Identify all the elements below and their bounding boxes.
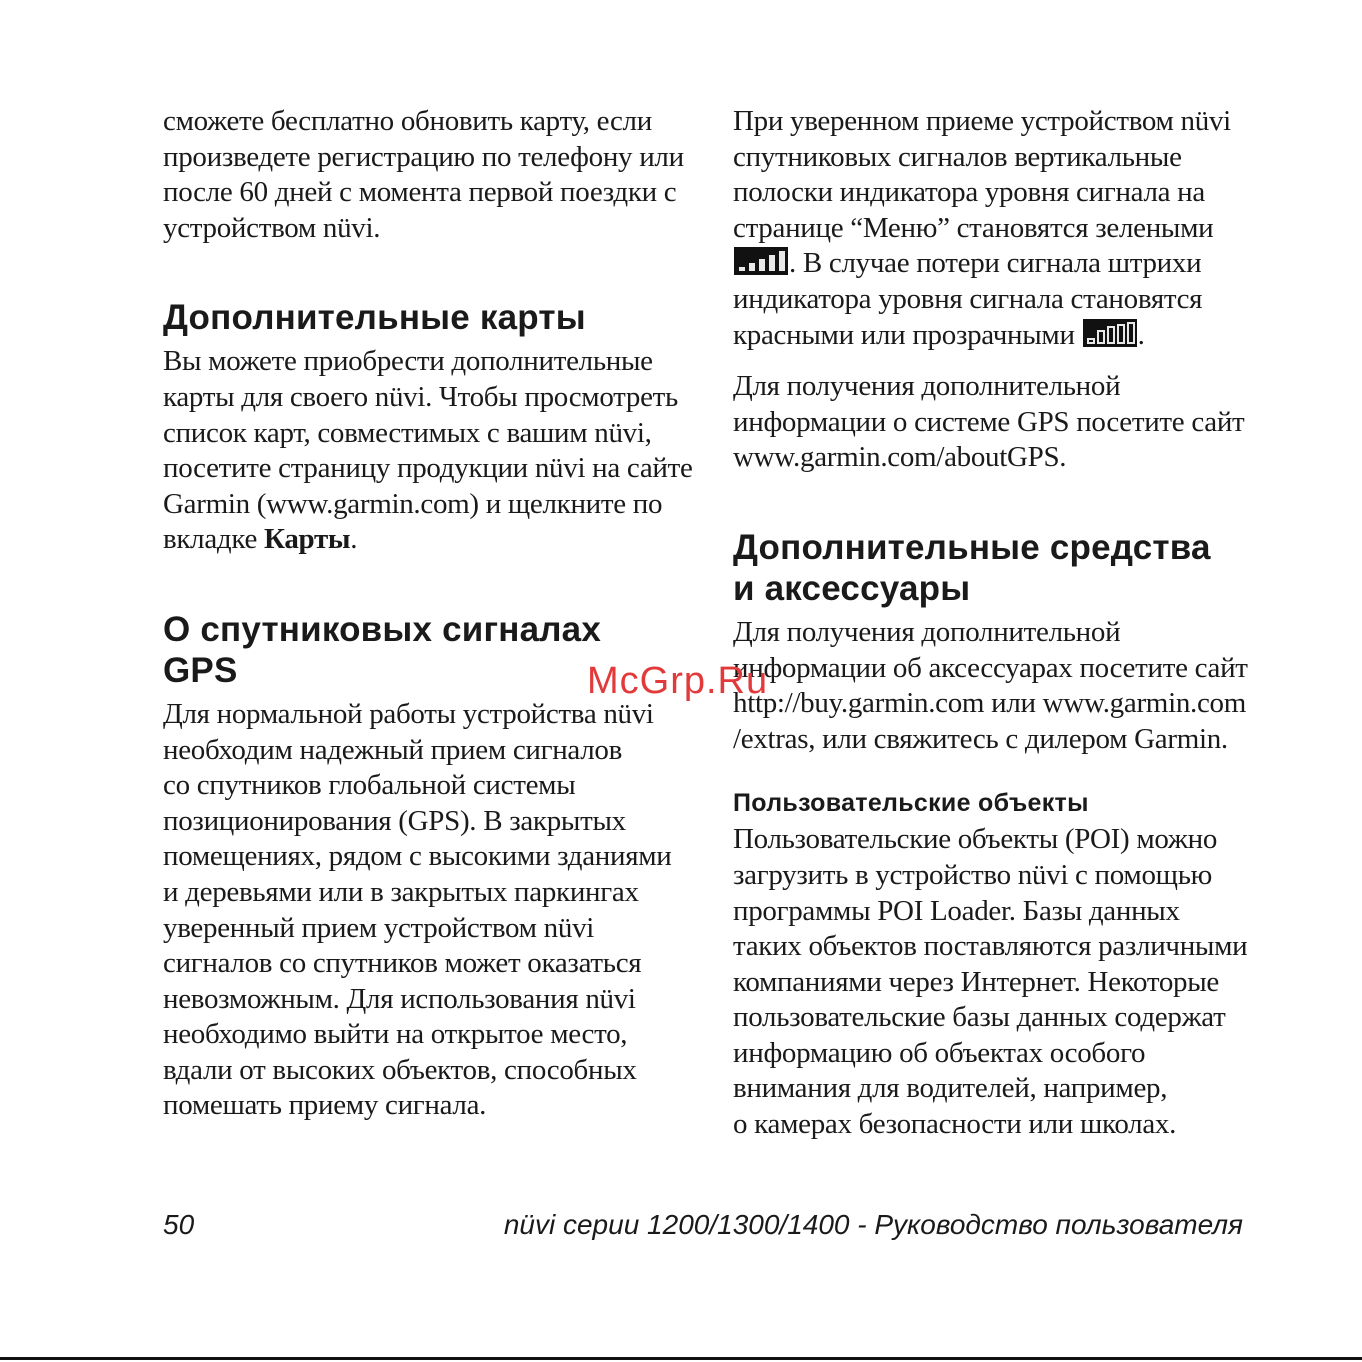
body-line: Пользовательские объекты (POI) можно — [733, 823, 1218, 856]
body-line: полоски индикатора уровня сигнала на — [733, 176, 1205, 209]
section-heading-accessories: Дополнительные средства — [733, 527, 1211, 567]
body-line: со спутников глобальной системы — [163, 769, 576, 802]
signal-strength-empty-icon — [1083, 319, 1137, 347]
watermark: McGrp.Ru — [587, 660, 769, 702]
bottom-divider — [0, 1357, 1362, 1360]
body-line: сигналов со спутников может оказаться — [163, 947, 642, 980]
body-line: www.garmin.com/aboutGPS. — [733, 441, 1067, 474]
body-line: посетите страницу продукции nüvi на сайте — [163, 452, 693, 485]
body-line: пользовательские базы данных содержат — [733, 1001, 1226, 1034]
body-text: . — [1137, 318, 1145, 351]
body-line: программы POI Loader. Базы данных — [733, 894, 1180, 927]
body-line: информации о системе GPS посетите сайт — [733, 405, 1245, 438]
body-line: /extras, или свяжитесь с дилером Garmin. — [733, 722, 1228, 755]
body-line: компаниями через Интернет. Некоторые — [733, 965, 1219, 998]
body-line: о камерах безопасности или школах. — [733, 1108, 1177, 1141]
right-column — [733, 104, 1253, 1143]
body-text: . В случае потери сигнала штрихи — [789, 247, 1202, 280]
left-column — [163, 104, 693, 1124]
page-number: 50 — [163, 1209, 195, 1240]
body-text: красными или прозрачными — [733, 318, 1082, 351]
body-line: произведете регистрацию по телефону или — [163, 140, 684, 173]
body-line: сможете бесплатно обновить карту, если — [163, 105, 652, 137]
body-line: необходим надежный прием сигналов — [163, 733, 623, 766]
body-line: необходимо выйти на открытое место, — [163, 1018, 628, 1051]
body-line: карты для своего nüvi. Чтобы просмотреть — [163, 380, 678, 413]
body-line: и деревьями или в закрытых паркингах — [163, 875, 639, 908]
body-line: внимания для водителей, например, — [733, 1072, 1168, 1105]
body-line: вдали от высоких объектов, способных — [163, 1053, 637, 1086]
section-heading-gps-signals: GPS — [163, 650, 238, 690]
body-line: информацию об объектах особого — [733, 1036, 1146, 1069]
body-line: таких объектов поставляются различными — [733, 930, 1248, 963]
section-heading-gps-signals: О спутниковых сигналах — [163, 609, 602, 649]
body-line: индикатора уровня сигнала становятся — [733, 282, 1203, 315]
body-line: список карт, совместимых с вашим nüvi, — [163, 416, 652, 449]
body-line: Вы можете приобрести дополнительные — [163, 345, 653, 378]
body-line: невозможным. Для использования nüvi — [163, 982, 636, 1015]
section-heading-accessories: и аксессуары — [733, 568, 971, 608]
body-line: устройством nüvi. — [163, 211, 381, 244]
body-line: При уверенном приеме устройством nüvi — [733, 105, 1231, 137]
body-line — [733, 246, 1253, 282]
subsection-heading-custom-poi: Пользовательские объекты — [733, 789, 1089, 818]
body-line: позиционирования (GPS). В закрытых — [163, 804, 626, 837]
body-line: Для нормальной работы устройства nüvi — [163, 697, 654, 730]
body-line: помещениях, рядом с высокими зданиями — [163, 840, 672, 873]
body-line: Для получения дополнительной — [733, 615, 1121, 648]
section-heading-additional-maps: Дополнительные карты — [163, 298, 586, 338]
maps-tab-label: Карты — [263, 523, 351, 556]
body-line: после 60 дней с момента первой поездки с — [163, 176, 677, 209]
body-line: информации об аксессуарах посетите сайт — [733, 651, 1248, 684]
body-line: http://buy.garmin.com или www.garmin.com — [733, 687, 1247, 720]
body-line: загрузить в устройство nüvi с помощью — [733, 858, 1212, 891]
body-line: Garmin (www.garmin.com) и щелкните по — [163, 487, 663, 520]
body-line — [733, 318, 1253, 354]
body-text: вкладке — [163, 523, 264, 556]
body-line: Для получения дополнительной — [733, 370, 1121, 403]
body-line — [163, 522, 683, 558]
body-line: странице “Меню” становятся зелеными — [733, 211, 1214, 244]
manual-title: nüvi серии 1200/1300/1400 - Руководство пользователя — [503, 1209, 1243, 1240]
signal-strength-full-icon — [734, 247, 788, 275]
body-text: . — [350, 523, 358, 556]
body-line: уверенный прием устройством nüvi — [163, 911, 595, 944]
body-line: спутниковых сигналов вертикальные — [733, 140, 1182, 173]
body-line: помешать приему сигнала. — [163, 1089, 487, 1122]
